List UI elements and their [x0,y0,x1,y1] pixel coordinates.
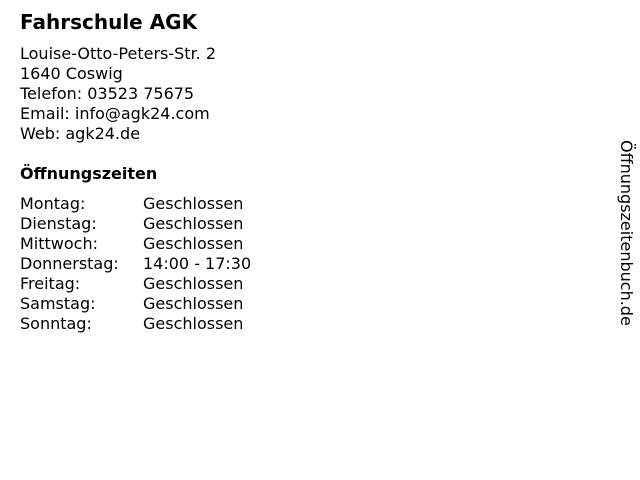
hours-row-thursday [20,254,251,274]
day-hours: Geschlossen [143,234,244,253]
opening-hours-table [20,194,251,334]
address-street: Louise-Otto-Peters-Str. 2 [20,44,217,63]
business-name: Fahrschule AGK [20,10,198,34]
hours-row-friday [20,274,251,294]
hours-row-monday [20,194,251,214]
day-label: Freitag: [20,274,81,293]
day-label: Samstag: [20,294,96,313]
day-label: Donnerstag: [20,254,119,273]
hours-row-saturday [20,294,251,314]
contact-block [20,44,216,144]
day-hours: Geschlossen [143,214,244,233]
day-label: Sonntag: [20,314,92,333]
phone-line: Telefon: 03523 75675 [20,84,195,103]
day-hours: Geschlossen [143,294,244,313]
day-hours: Geschlossen [143,274,244,293]
address-city: 1640 Coswig [20,64,123,83]
day-label: Dienstag: [20,214,97,233]
hours-row-sunday [20,314,251,334]
day-hours: 14:00 - 17:30 [143,254,252,273]
web-line: Web: agk24.de [20,124,141,143]
day-label: Montag: [20,194,86,213]
day-hours: Geschlossen [143,194,244,213]
site-brand-vertical: Öffnungszeitenbuch.de [617,140,636,326]
day-hours: Geschlossen [143,314,244,333]
email-line: Email: info@agk24.com [20,104,210,123]
hours-row-tuesday [20,214,251,234]
opening-hours-heading: Öffnungszeiten [20,164,158,183]
hours-row-wednesday [20,234,251,254]
day-label: Mittwoch: [20,234,98,253]
